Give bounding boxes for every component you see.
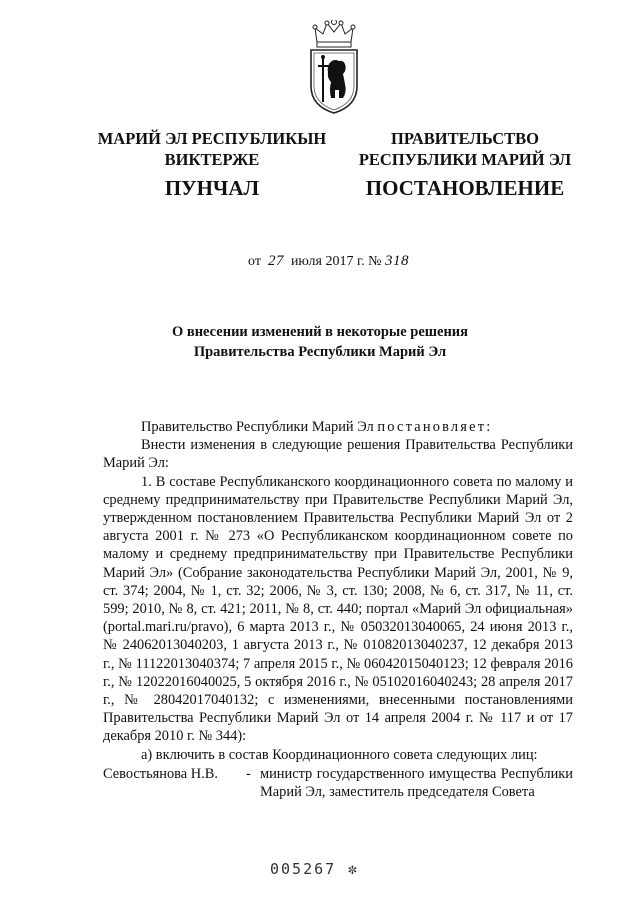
council-member-entry	[103, 765, 573, 801]
header-right-doc-type: ПОСТАНОВЛЕНИЕ	[365, 176, 565, 200]
header-right-title	[352, 128, 578, 170]
title-line1: О внесении изменений в некоторые решения	[171, 324, 469, 340]
date-day: 27	[267, 253, 284, 269]
paragraph-intro: Внести изменения в следующие решения Правительства Республики Марий Эл:	[103, 437, 573, 472]
preamble-spaced: постановляет:	[377, 419, 493, 435]
preamble-text: Правительство Республики Марий Эл	[141, 419, 374, 435]
header-right-line1: ПРАВИТЕЛЬСТВО	[391, 129, 539, 148]
header-left-line2: ВИКТЕРЖЕ	[164, 150, 260, 169]
document-body	[103, 418, 573, 801]
date-rest: июля 2017 г. №	[290, 254, 382, 269]
paragraph-item-1: 1. В составе Республиканского координационного совета по малому и среднему предпринимательству при Правительстве Республики Марий Эл, утвержденном постановлением Правительства Республики Марий Эл от 2 августа 2001 г. № 273 «О Республиканском координационном совете по малому и среднему предпринимательству при Правительстве Республики Марий Эл» (Собрание законодательства Республики Марий Эл, 2001, № 9, ст. 374; 2004, № 1, ст. 32; 2006, № 3, ст. 130; 2008, № 6, ст. 317, № 11, ст. 599; 2010, № 8, ст. 421; 2011, № 8, ст. 440; портал «Марий Эл официальная» (portal.mari.ru/pravo), 6 марта 2013 г., № 05032013040065, 24 июня 2013 г., № 24062013040203, 1 августа 2013 г., № 01082013040237, 12 декабря 2013 г., № 11122013040374; 7 апреля 2015 г., № 06042015040123; 12 февраля 2016 г., № 12022016040025, 5 октября 2016 г., № 05102016040243; 28 апреля 2017 г., № 28042017040132; с изменениями, внесенными постановлениями Правительства Республики Марий Эл от 14 апреля 2004 г. № 117 и от 17 декабря 2010 г. № 344):	[103, 473, 573, 745]
header-left-title	[92, 128, 332, 170]
coat-of-arms-icon	[305, 20, 363, 116]
document-number: 318	[385, 253, 409, 269]
header-right-line2: РЕСПУБЛИКИ МАРИЙ ЭЛ	[358, 150, 572, 169]
title-line2: Правительства Республики Марий Эл	[193, 344, 447, 360]
paragraph-preamble	[103, 418, 573, 436]
header-left-line1: МАРИЙ ЭЛ РЕСПУБЛИКЫН	[97, 129, 327, 148]
form-serial-number	[270, 860, 359, 878]
serial-number: 005267	[270, 860, 337, 878]
document-title	[100, 322, 540, 362]
date-prefix: от	[248, 254, 261, 269]
paragraph-subitem-a: а) включить в состав Координационного совета следующих лиц:	[141, 746, 538, 763]
serial-mark-icon: ✼	[348, 862, 359, 878]
member-name: Севостьянова Н.В.	[103, 765, 218, 782]
member-position: министр государственного имущества Республики Марий Эл, заместитель председателя Совета	[260, 765, 573, 801]
date-line	[248, 253, 409, 270]
header-left-doc-type: ПУНЧАЛ	[164, 176, 260, 200]
member-dash: -	[246, 765, 251, 782]
